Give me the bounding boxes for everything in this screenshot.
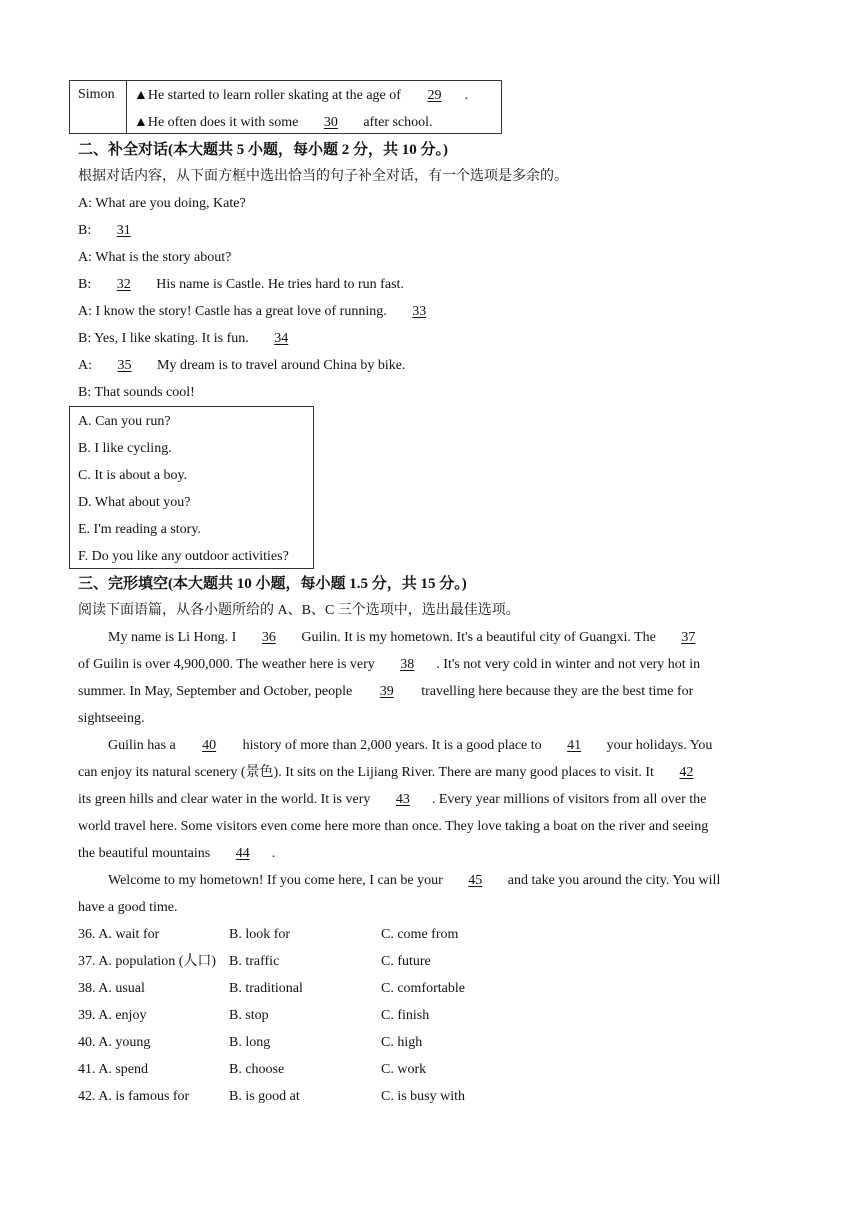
choice-41-a: 41. A. spend xyxy=(78,1062,148,1077)
choice-41-b: B. choose xyxy=(229,1062,285,1077)
blank-34: 34 xyxy=(274,331,289,346)
passage-text: . xyxy=(271,846,276,861)
passage-line: sightseeing. xyxy=(78,711,145,726)
dialogue-text: B: Yes, I like skating. It is fun. xyxy=(78,331,249,346)
blank-32: 32 xyxy=(116,277,131,292)
dialogue-text: B: xyxy=(78,223,92,238)
dialogue-line-2 xyxy=(78,222,153,240)
dialogue-text: A: What are you doing, Kate? xyxy=(78,196,246,211)
dialogue-line-5 xyxy=(78,303,448,321)
option-e: E. I'm reading a story. xyxy=(78,522,201,537)
simon-table xyxy=(69,80,502,134)
options-box xyxy=(69,406,314,569)
passage-line xyxy=(78,656,700,674)
passage-text: can enjoy its natural scenery (景色). It sits on the Lijiang River. There are many good places to visit. It xyxy=(78,765,654,780)
table-name-cell xyxy=(70,81,127,133)
dialogue-text: A: xyxy=(78,358,92,373)
dialogue-text: My dream is to travel around China by bike. xyxy=(157,358,406,373)
option-f: F. Do you like any outdoor activities? xyxy=(78,549,289,564)
choice-39-a: 39. A. enjoy xyxy=(78,1008,147,1023)
passage-line xyxy=(78,764,715,782)
choice-36-b: B. look for xyxy=(229,927,291,942)
row-tail: . xyxy=(464,88,468,103)
passage-line xyxy=(78,791,706,809)
dialogue-text: A: What is the story about? xyxy=(78,250,232,265)
blank-33: 33 xyxy=(412,304,427,319)
passage-text: . It's not very cold in winter and not very hot in xyxy=(436,657,701,672)
dialogue-text: His name is Castle. He tries hard to run fast. xyxy=(156,277,404,292)
dialogue-line-1 xyxy=(78,195,246,213)
passage-text: . Every year millions of visitors from all over the xyxy=(431,792,707,807)
passage-text: its green hills and clear water in the world. It is very xyxy=(78,792,371,807)
choice-40-a: 40. A. young xyxy=(78,1035,151,1050)
dialogue-text: B: That sounds cool! xyxy=(78,385,195,400)
section3-heading: 三、完形填空(本大题共 10 小题，每小题 1.5 分，共 15 分。) xyxy=(78,576,467,592)
choice-36-c: C. come from xyxy=(381,927,459,942)
choice-37-b: B. traffic xyxy=(229,954,280,969)
passage-text: history of more than 2,000 years. It is a good place to xyxy=(242,738,542,753)
choice-37-c: C. future xyxy=(381,954,431,969)
passage-text: your holidays. You xyxy=(606,738,713,753)
dialogue-line-8 xyxy=(78,384,195,402)
passage-line xyxy=(78,845,275,863)
blank-45: 45 xyxy=(468,873,483,888)
passage-text: and take you around the city. You will xyxy=(507,873,721,888)
passage-line xyxy=(108,737,712,755)
table-name: Simon xyxy=(78,87,115,102)
blank-42: 42 xyxy=(679,765,694,780)
blank-40: 40 xyxy=(202,738,217,753)
passage-line: world travel here. Some visitors even come here more than once. They love taking a boat on the river and seeing xyxy=(78,819,709,834)
section3-instruction: 阅读下面语篇，从各小题所给的 A、B、C 三个选项中，选出最佳选项。 xyxy=(78,603,520,618)
passage-text: summer. In May, September and October, people xyxy=(78,684,353,699)
passage-text: My name is Li Hong. I xyxy=(108,630,237,645)
passage-text: Welcome to my hometown! If you come here, I can be your xyxy=(108,873,443,888)
passage-text: of Guilin is over 4,900,000. The weather here is very xyxy=(78,657,375,672)
triangle-icon: ▲ xyxy=(134,115,148,130)
dialogue-line-7 xyxy=(78,357,405,375)
row-text: He often does it with some xyxy=(147,115,299,130)
row-text: He started to learn roller skating at the age of xyxy=(147,88,401,103)
passage-line xyxy=(78,683,693,701)
option-d: D. What about you? xyxy=(78,495,191,510)
choice-41-c: C. work xyxy=(381,1062,427,1077)
section2-instruction: 根据对话内容，从下面方框中选出恰当的句子补全对话，有一个选项是多余的。 xyxy=(78,169,568,184)
dialogue-text: A: I know the story! Castle has a great love of running. xyxy=(78,304,387,319)
blank-31: 31 xyxy=(116,223,131,238)
blank-37: 37 xyxy=(681,630,696,645)
choice-38-b: B. traditional xyxy=(229,981,303,996)
blank-35: 35 xyxy=(117,358,132,373)
option-a: A. Can you run? xyxy=(78,414,171,429)
blank-39: 39 xyxy=(379,684,394,699)
dialogue-text: B: xyxy=(78,277,92,292)
blank-38: 38 xyxy=(400,657,415,672)
blank-30: 30 xyxy=(323,115,338,130)
row-tail: after school. xyxy=(363,115,433,130)
option-c: C. It is about a boy. xyxy=(78,468,188,483)
blank-29: 29 xyxy=(427,88,442,103)
blank-36: 36 xyxy=(261,630,276,645)
option-b: B. I like cycling. xyxy=(78,441,172,456)
choice-40-b: B. long xyxy=(229,1035,271,1050)
passage-text: Guilin has a xyxy=(108,738,176,753)
passage-line xyxy=(108,629,717,647)
choice-42-a: 42. A. is famous for xyxy=(78,1089,190,1104)
dialogue-line-4 xyxy=(78,276,404,294)
choice-36-a: 36. A. wait for xyxy=(78,927,160,942)
choice-39-b: B. stop xyxy=(229,1008,269,1023)
blank-44: 44 xyxy=(235,846,250,861)
passage-text: travelling here because they are the best time for xyxy=(421,684,694,699)
choice-42-b: B. is good at xyxy=(229,1089,300,1104)
passage-text: Guilin. It is my hometown. It's a beautiful city of Guangxi. The xyxy=(301,630,656,645)
section2-heading: 二、补全对话(本大题共 5 小题，每小题 2 分，共 10 分。) xyxy=(78,142,448,158)
choice-37-a: 37. A. population (人口) xyxy=(78,954,217,969)
choice-38-c: C. comfortable xyxy=(381,981,465,996)
blank-41: 41 xyxy=(567,738,582,753)
dialogue-line-6 xyxy=(78,330,310,348)
table-row-2 xyxy=(134,114,433,132)
table-row-1 xyxy=(134,87,468,105)
passage-line: have a good time. xyxy=(78,900,178,915)
triangle-icon: ▲ xyxy=(134,88,148,103)
choice-42-c: C. is busy with xyxy=(381,1089,466,1104)
passage-line xyxy=(108,872,720,890)
choice-38-a: 38. A. usual xyxy=(78,981,145,996)
dialogue-line-3 xyxy=(78,249,231,267)
choice-40-c: C. high xyxy=(381,1035,423,1050)
blank-43: 43 xyxy=(395,792,410,807)
choice-39-c: C. finish xyxy=(381,1008,430,1023)
passage-text: the beautiful mountains xyxy=(78,846,211,861)
